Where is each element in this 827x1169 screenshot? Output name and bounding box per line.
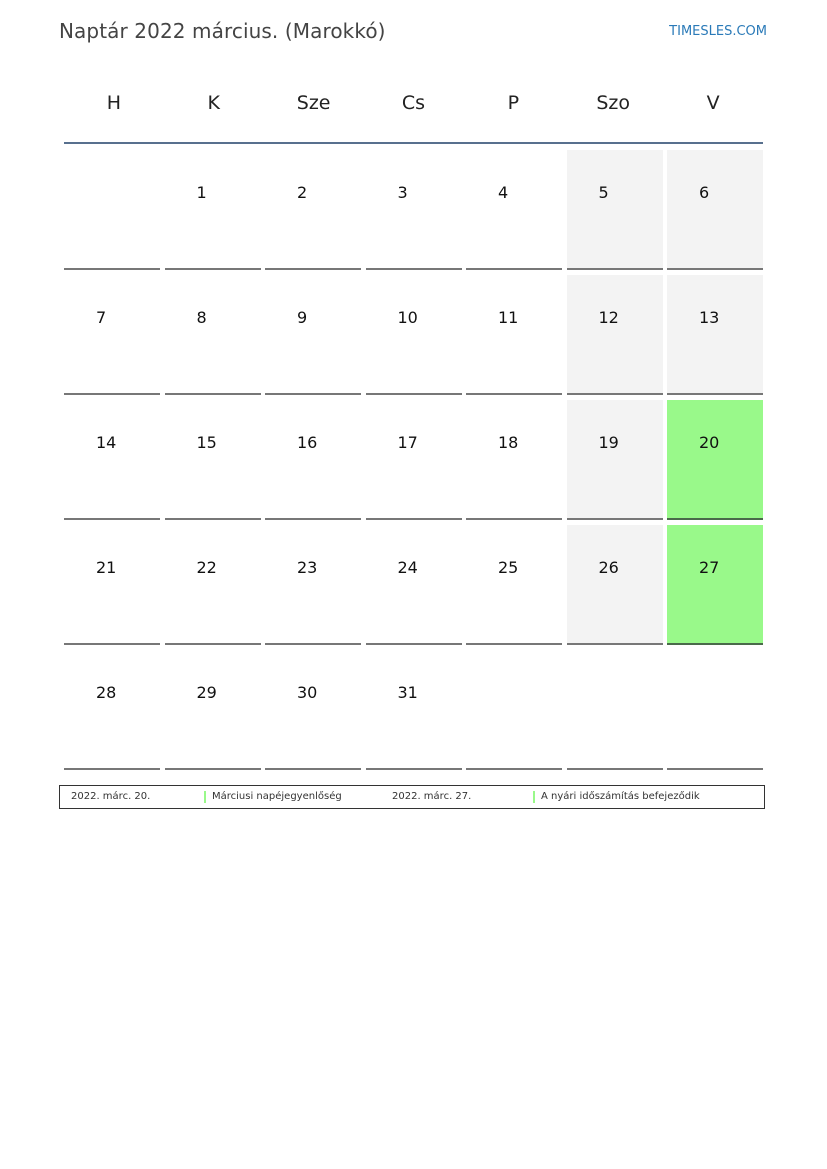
weekday-wednesday: Sze xyxy=(296,92,331,114)
calendar-grid xyxy=(64,150,763,770)
day-number: 23 xyxy=(297,558,318,577)
day-number: 29 xyxy=(196,683,217,702)
weekday-sunday: V xyxy=(706,92,720,114)
day-cell xyxy=(466,275,562,395)
day-number: 28 xyxy=(96,683,117,702)
day-number: 21 xyxy=(96,558,117,577)
weekday-saturday: Szo xyxy=(596,92,631,114)
day-number: 24 xyxy=(397,558,418,577)
legend-name: Márciusi napéjegyenlőség xyxy=(212,791,342,802)
day-cell xyxy=(366,275,462,395)
brand-link[interactable]: TIMESLES.COM xyxy=(669,24,767,39)
day-cell xyxy=(64,650,160,770)
day-cell xyxy=(165,150,261,270)
day-number: 13 xyxy=(699,308,720,327)
day-cell xyxy=(466,400,562,520)
day-cell xyxy=(366,525,462,645)
legend-color-marker xyxy=(204,791,206,803)
day-cell xyxy=(667,150,763,270)
day-number: 9 xyxy=(297,308,308,327)
day-number: 19 xyxy=(598,433,619,452)
day-number: 14 xyxy=(96,433,117,452)
day-cell xyxy=(366,150,462,270)
day-cell xyxy=(567,275,663,395)
day-cell xyxy=(165,400,261,520)
weekday-tuesday: K xyxy=(207,92,220,114)
holiday-legend xyxy=(59,785,765,809)
day-number: 20 xyxy=(699,433,720,452)
legend-name: A nyári időszámítás befejeződik xyxy=(541,791,700,802)
day-number: 22 xyxy=(196,558,217,577)
day-cell xyxy=(366,400,462,520)
day-number: 26 xyxy=(598,558,619,577)
day-cell xyxy=(64,400,160,520)
day-number: 12 xyxy=(598,308,619,327)
day-cell xyxy=(165,650,261,770)
day-cell-empty xyxy=(567,650,663,770)
legend-date: 2022. márc. 27. xyxy=(392,791,472,802)
day-cell xyxy=(667,275,763,395)
day-cell-holiday xyxy=(667,400,763,520)
day-number: 11 xyxy=(498,308,519,327)
day-cell xyxy=(466,150,562,270)
day-number: 5 xyxy=(598,183,609,202)
day-number: 30 xyxy=(297,683,318,702)
day-cell-holiday xyxy=(667,525,763,645)
day-number: 10 xyxy=(397,308,418,327)
day-cell xyxy=(64,275,160,395)
day-number: 8 xyxy=(196,308,207,327)
day-cell xyxy=(165,525,261,645)
day-cell xyxy=(265,400,361,520)
day-cell xyxy=(165,275,261,395)
day-cell xyxy=(265,650,361,770)
day-cell xyxy=(265,150,361,270)
weekday-header xyxy=(64,80,763,144)
weekday-thursday: Cs xyxy=(401,92,426,114)
day-number: 18 xyxy=(498,433,519,452)
day-number: 16 xyxy=(297,433,318,452)
day-cell xyxy=(567,525,663,645)
day-number: 1 xyxy=(196,183,207,202)
day-number: 7 xyxy=(96,308,107,327)
page-title: Naptár 2022 március. (Marokkó) xyxy=(59,19,386,43)
day-cell xyxy=(366,650,462,770)
day-number: 17 xyxy=(397,433,418,452)
day-number: 27 xyxy=(699,558,720,577)
legend-color-marker xyxy=(533,791,535,803)
day-cell xyxy=(265,275,361,395)
day-number: 31 xyxy=(397,683,418,702)
day-cell xyxy=(567,150,663,270)
day-cell xyxy=(567,400,663,520)
day-number: 2 xyxy=(297,183,308,202)
day-cell-empty xyxy=(667,650,763,770)
day-number: 6 xyxy=(699,183,710,202)
day-cell-empty xyxy=(466,650,562,770)
day-number: 25 xyxy=(498,558,519,577)
day-cell xyxy=(265,525,361,645)
day-number: 15 xyxy=(196,433,217,452)
day-cell xyxy=(64,150,160,270)
day-cell xyxy=(466,525,562,645)
weekday-friday: P xyxy=(507,92,520,114)
weekday-monday: H xyxy=(106,92,122,114)
day-cell xyxy=(64,525,160,645)
day-number: 4 xyxy=(498,183,509,202)
legend-date: 2022. márc. 20. xyxy=(71,791,151,802)
day-number: 3 xyxy=(397,183,408,202)
